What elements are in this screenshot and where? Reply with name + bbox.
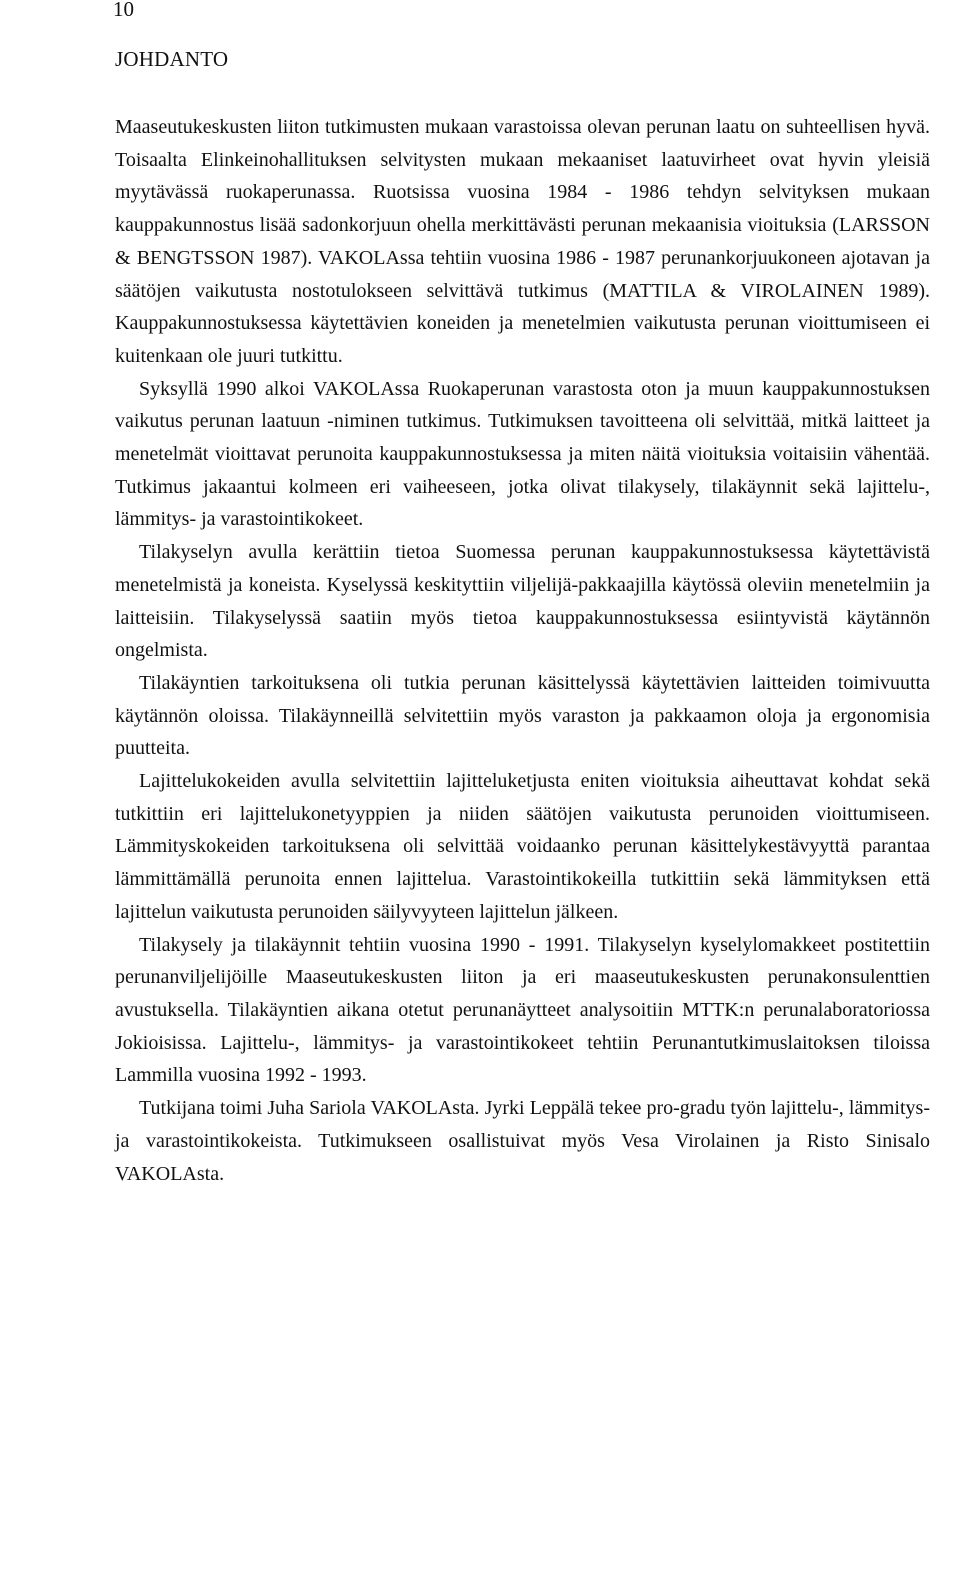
page-number: 10 [113,0,134,21]
paragraph-3: Tilakyselyn avulla kerättiin tietoa Suomessa perunan kauppakunnostuksessa käytettävistä menetelmistä ja koneista. Kyselyssä keskityttiin viljelijä-pakkaajilla käytössä oleviin menetelmiin ja laitteisiin. Tilakyselyssä saatiin myös tietoa kauppakunnostuksessa esiintyvistä käytännön ongelmista. [115,541,930,662]
section-heading: JOHDANTO [115,47,229,71]
paragraph-1: Maaseutukeskusten liiton tutkimusten mukaan varastoissa olevan perunan laatu on suhteellisen hyvä. Toisaalta Elinkeinohallituksen selvitysten mukaan mekaaniset laatuvirheet ovat hyvin yleisiä myytävässä ruokaperunassa. Ruotsissa vuosina 1984 - 1986 tehdyn selvityksen mukaan kauppakunnostus lisää sadonkorjuun ohella merkittävästi perunan mekaanisia vioituksia (LARSSON & BENGTSSON 1987). VAKOLAssa tehtiin vuosina 1986 - 1987 perunankorjuukoneen ajotavan ja säätöjen vaikutusta nostotulokseen selvittävä tutkimus (MATTILA & VIROLAINEN 1989). Kauppakunnostuksessa käytettävien koneiden ja menetelmien vaikutusta perunan vioittumiseen ei kuitenkaan ole juuri tutkittu. [115,116,930,367]
paragraph-7: Tutkijana toimi Juha Sariola VAKOLAsta. Jyrki Leppälä tekee pro-gradu työn lajittelu-, lämmitys- ja varastointikokeista. Tutkimukseen osallistuivat myös Vesa Virolainen ja Risto Sinisalo VAKOLAsta. [115,1097,930,1185]
paragraph-6: Tilakysely ja tilakäynnit tehtiin vuosina 1990 - 1991. Tilakyselyn kyselylomakkeet postitettiin perunanviljelijöille Maaseutukeskusten liiton ja eri maaseutukeskusten perunakonsulenttien avustuksella. Tilakäyntien aikana otetut perunanäytteet analysoitiin MTTK:n perunalaboratoriossa Jokioisissa. Lajittelu-, lämmitys- ja varastointikokeet tehtiin Perunantutkimuslaitoksen tiloissa Lammilla vuosina 1992 - 1993. [115,933,930,1087]
paragraph-5: Lajittelukokeiden avulla selvitettiin lajitteluketjusta eniten vioituksia aiheuttavat kohdat sekä tutkittiin eri lajittelukonetyyppien ja niiden säätöjen vaikutusta perunoiden vioittumiseen. Lämmityskokeiden tarkoituksena oli selvittää voidaanko perunan käsittelykestävyyttä parantaa lämmittämällä perunoita ennen lajittelua. Varastointikokeilla tutkittiin sekä lämmityksen että lajittelun vaikutusta perunoiden säilyvyyteen lajittelun jälkeen. [115,770,930,923]
body-text [115,111,930,1190]
paragraph-4: Tilakäyntien tarkoituksena oli tutkia perunan käsittelyssä käytettävien laitteiden toimivuutta käytännön oloissa. Tilakäynneillä selvitettiin myös varaston ja pakkaamon oloja ja ergonomisia puutteita. [115,671,930,760]
paragraph-2: Syksyllä 1990 alkoi VAKOLAssa Ruokaperunan varastosta oton ja muun kauppakunnostuksen vaikutus perunan laatuun -niminen tutkimus. Tutkimuksen tavoitteena oli selvittää, mitkä laitteet ja menetelmät vioittavat perunoita kauppakunnostuksessa ja miten näitä vioituksia voitaisiin vähentää. Tutkimus jakaantui kolmeen eri vaiheeseen, jotka olivat tilakysely, tilakäynnit sekä lajittelu-, lämmitys- ja varastointikokeet. [115,377,930,531]
